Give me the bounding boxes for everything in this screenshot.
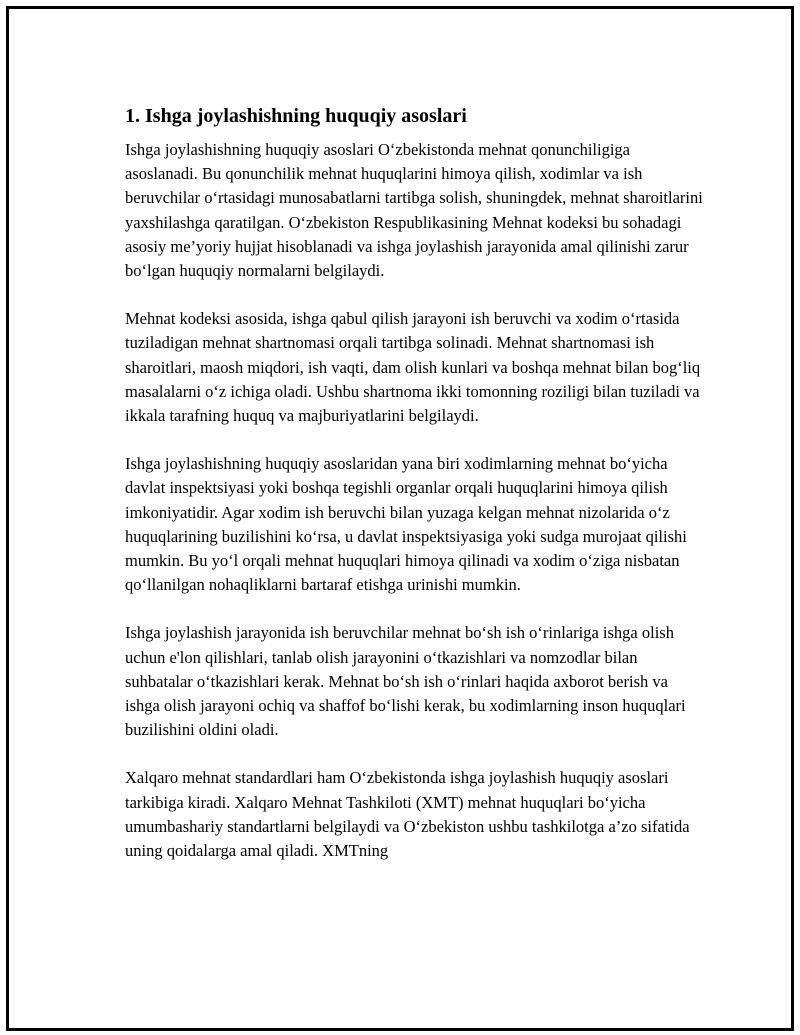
section-heading: 1. Ishga joylashishning huquqiy asoslari — [125, 105, 467, 127]
page-frame — [6, 6, 794, 1031]
document-body — [125, 103, 705, 887]
paragraph-2: Mehnat kodeksi asosida, ishga qabul qilish jarayoni ish beruvchi va xodim o‘rtasida tuziladigan mehnat shartnomasi orqali tartibga solinadi. Mehnat shartnomasi ish sharoitlari, maosh miqdori, ish vaqti, dam olish kunlari va boshqa mehnat bilan bog‘liq masalalarni o‘z ichiga oladi. Ushbu shartnoma ikki tomonning roziligi bilan tuziladi va ikkala tarafning huquq va majburiyatlarini belgilaydi. — [125, 309, 701, 426]
paragraph-4: Ishga joylashish jarayonida ish beruvchilar mehnat bo‘sh ish o‘rinlariga ishga olish uchun e'lon qilishlari, tanlab olish jarayonini o‘tkazishlari va nomzodlar bilan suhbatalar o‘tkazishlari kerak. Mehnat bo‘sh ish o‘rinlari haqida axborot berish va ishga olish jarayoni ochiq va shaffof bo‘lishi kerak, bu xodimlarning inson huquqlari buzilishini oldini oladi. — [125, 623, 686, 740]
paragraph-1: Ishga joylashishning huquqiy asoslari O‘zbekistonda mehnat qonunchiligiga asoslanadi. Bu qonunchilik mehnat huquqlarini himoya qilish, xodimlar va ish beruvchilar o‘rtasidagi munosabatlarni tartibga solish, shuningdek, mehnat sharoitlarini yaxshilashga qaratilgan. O‘zbekiston Respublikasining Mehnat kodeksi bu sohadagi asosiy me’yoriy hujjat hisoblanadi va ishga joylashish jarayonida amal qilinishi zarur bo‘lgan huquqiy normalarni belgilaydi. — [125, 140, 703, 281]
paragraph-5: Xalqaro mehnat standardlari ham O‘zbekistonda ishga joylashish huquqiy asoslari tarkibiga kiradi. Xalqaro Mehnat Tashkiloti (XMT) mehnat huquqlari bo‘yicha umumbashariy standartlarni belgilaydi va O‘zbekiston ushbu tashkilotga a’zo sifatida uning qoidalarga amal qiladi. XMTning — [125, 768, 690, 861]
paragraph-3: Ishga joylashishning huquqiy asoslaridan yana biri xodimlarning mehnat bo‘yicha davlat inspektsiyasi yoki boshqa tegishli organlar orqali huquqlarini himoya qilish imkoniyatidir. Agar xodim ish beruvchi bilan yuzaga kelgan mehnat nizolarida o‘z huquqlarining buzilishini ko‘rsa, u davlat inspektsiyasiga yoki sudga murojaat qilishi mumkin. Bu yo‘l orqali mehnat huquqlari himoya qilinadi va xodim o‘ziga nisbatan qo‘llanilgan nohaqliklarni bartaraf etishga urinishi mumkin. — [125, 454, 687, 595]
